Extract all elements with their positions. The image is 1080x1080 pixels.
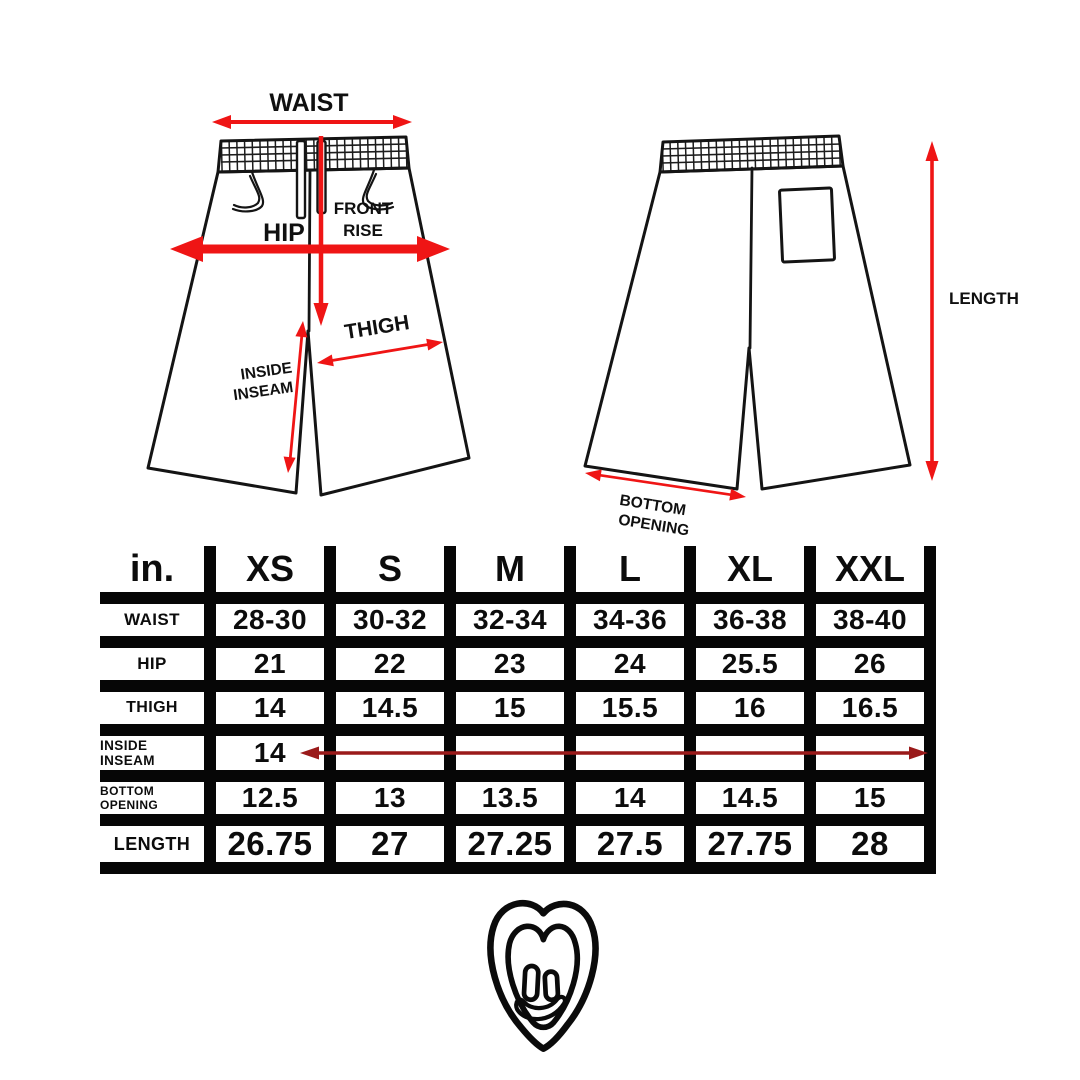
row-label-inside-inseam: INSIDE INSEAM — [100, 736, 216, 782]
waist-label: WAIST — [269, 89, 349, 117]
back-view-shorts — [585, 136, 1019, 540]
front-rise-label-line2: RISE — [343, 221, 383, 240]
front-left-pocket — [233, 172, 263, 211]
size-value: 15 — [816, 782, 936, 826]
size-value: 27.5 — [576, 826, 696, 874]
size-value: 36-38 — [696, 604, 816, 648]
size-value: 12.5 — [216, 782, 336, 826]
size-header-xs: XS — [216, 546, 336, 604]
bottom-opening-label-line2: OPENING — [617, 511, 691, 540]
size-value: 23 — [456, 648, 576, 692]
unit-header: in. — [100, 546, 216, 604]
back-pocket — [779, 188, 834, 262]
size-value: 26.75 — [216, 826, 336, 874]
size-value: 14.5 — [336, 692, 456, 736]
front-waistband — [218, 137, 409, 172]
inside-inseam-label-line2: INSEAM — [232, 378, 295, 405]
size-value: 30-32 — [336, 604, 456, 648]
size-value: 27 — [336, 826, 456, 874]
inside-inseam-label-line1: INSIDE — [239, 359, 294, 384]
size-value — [576, 736, 696, 782]
left-drawstring — [297, 141, 305, 218]
size-value — [816, 736, 936, 782]
length-label: LENGTH — [949, 289, 1019, 308]
row-label-thigh: THIGH — [100, 692, 216, 736]
size-value: 28 — [816, 826, 936, 874]
waist-arrow — [212, 115, 412, 129]
size-chart-table — [100, 546, 936, 874]
brand-logo — [471, 892, 612, 1070]
size-header-m: M — [456, 546, 576, 604]
thigh-arrow — [317, 339, 443, 367]
size-value: 21 — [216, 648, 336, 692]
size-value: 34-36 — [576, 604, 696, 648]
size-value: 27.75 — [696, 826, 816, 874]
size-value: 13.5 — [456, 782, 576, 826]
size-header-xxl: XXL — [816, 546, 936, 604]
size-value: 25.5 — [696, 648, 816, 692]
row-label-length: LENGTH — [100, 826, 216, 874]
back-shorts-outline — [585, 166, 910, 489]
size-value: 32-34 — [456, 604, 576, 648]
size-value: 28-30 — [216, 604, 336, 648]
row-label-hip: HIP — [100, 648, 216, 692]
size-header-xl: XL — [696, 546, 816, 604]
size-value: 27.25 — [456, 826, 576, 874]
size-value — [696, 736, 816, 782]
size-value: 14 — [216, 692, 336, 736]
size-value: 15 — [456, 692, 576, 736]
back-center-seam — [750, 168, 752, 348]
front-rise-label-line1: FRONT — [333, 199, 393, 218]
bottom-opening-label-line1: BOTTOM — [618, 491, 688, 520]
size-value: 13 — [336, 782, 456, 826]
size-value: 16.5 — [816, 692, 936, 736]
size-value: 15.5 — [576, 692, 696, 736]
bottom-opening-arrow — [585, 470, 746, 501]
size-value: 14 — [216, 736, 336, 782]
size-header-s: S — [336, 546, 456, 604]
front-view-shorts — [148, 89, 469, 495]
row-label-waist: WAIST — [100, 604, 216, 648]
size-value: 26 — [816, 648, 936, 692]
size-value: 14 — [576, 782, 696, 826]
size-value: 16 — [696, 692, 816, 736]
left-eye — [524, 966, 539, 1000]
hip-label: HIP — [263, 219, 305, 247]
size-value: 22 — [336, 648, 456, 692]
size-value — [456, 736, 576, 782]
size-value — [336, 736, 456, 782]
size-value: 38-40 — [816, 604, 936, 648]
length-arrow — [926, 141, 939, 481]
right-eye — [545, 971, 559, 1000]
thigh-label: THIGH — [342, 311, 412, 345]
size-value: 24 — [576, 648, 696, 692]
size-header-l: L — [576, 546, 696, 604]
size-value: 14.5 — [696, 782, 816, 826]
row-label-bottom-opening: BOTTOM OPENING — [100, 782, 216, 826]
